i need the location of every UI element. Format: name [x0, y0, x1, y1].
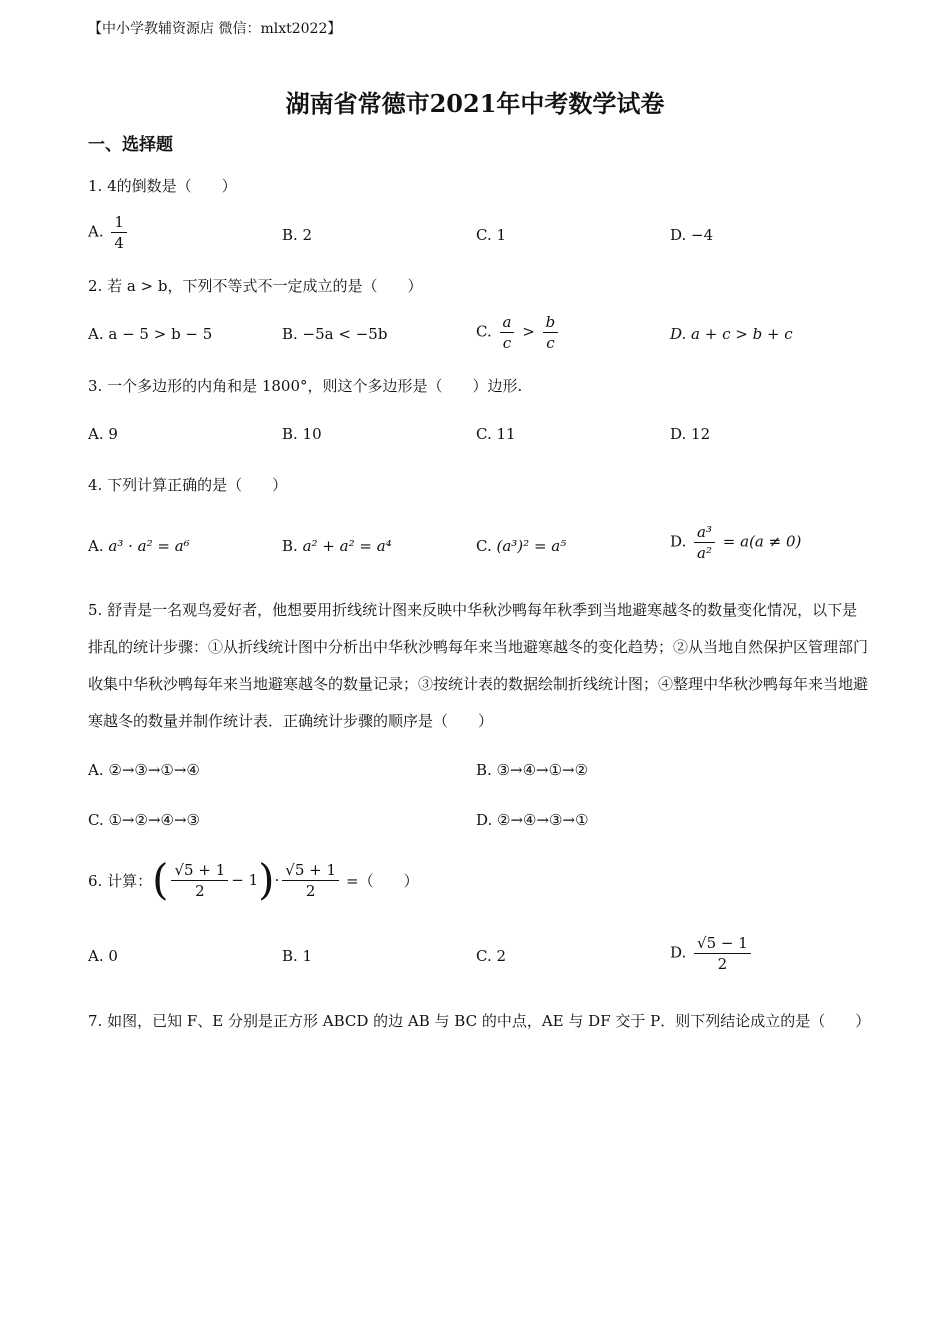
denominator: c — [502, 334, 512, 352]
q2-option-c — [476, 312, 561, 353]
fraction — [694, 522, 715, 563]
question-4: 4. 下列计算正确的是（ ） — [88, 476, 288, 494]
numerator: b — [543, 312, 559, 333]
fraction — [694, 933, 751, 974]
fraction — [111, 212, 127, 253]
numerator: a — [500, 312, 515, 333]
q3-option-d: D. 12 — [670, 425, 711, 443]
expression: a² + a² = a⁴ — [302, 537, 392, 555]
option-label: C. — [476, 322, 492, 341]
denominator: a² — [697, 544, 713, 562]
fraction — [171, 860, 228, 901]
denominator: 2 — [195, 881, 205, 900]
option-label: A. — [88, 222, 104, 241]
dot-operator: · — [274, 871, 280, 889]
option-label: D. — [670, 943, 687, 962]
page-header: 【中小学教辅资源店 微信：mlxt2022】 — [88, 21, 342, 37]
question-1: 1. 4的倒数是（ ） — [88, 177, 237, 195]
question-7: 7. 如图，已知 F、E 分别是正方形 ABCD 的边 AB 与 BC 的中点，AE 与 DF 交于 P．则下列结论成立的是（ ） — [88, 1012, 871, 1030]
q5-option-b: B. ③→④→①→② — [476, 761, 589, 779]
q2-option-d: D. a + c > b + c — [670, 325, 793, 343]
question-3: 3. 一个多边形的内角和是 1800°，则这个多边形是（ ）边形. — [88, 377, 523, 395]
minus-one: − 1 — [231, 871, 259, 889]
fraction-b-over-c — [543, 312, 559, 353]
q1-option-b: B. 2 — [282, 226, 313, 244]
q5-option-a: A. ②→③→①→④ — [88, 761, 200, 779]
q3-option-a: A. 9 — [88, 425, 118, 443]
numerator: √5 − 1 — [694, 933, 751, 954]
q1-option-a — [88, 212, 130, 253]
equals-blank: =（ ） — [346, 871, 419, 890]
option-label: A. — [88, 537, 104, 555]
q4-option-d — [670, 522, 801, 563]
q6-option-a: A. 0 — [88, 947, 118, 965]
q4-option-b — [282, 537, 392, 555]
q5-option-d: D. ②→④→③→① — [476, 811, 589, 829]
question-6 — [88, 850, 419, 910]
q1-option-d: D. −4 — [670, 226, 714, 244]
expression: a³ · a² = a⁶ — [108, 537, 190, 555]
denominator: 4 — [114, 234, 124, 252]
q4-option-c — [476, 537, 566, 555]
expression: (a³)² = a⁵ — [496, 537, 567, 555]
q3-option-c: C. 11 — [476, 425, 516, 443]
q6-option-d — [670, 933, 754, 974]
q5-option-c: C. ①→②→④→③ — [88, 811, 200, 829]
fraction-a-over-c — [500, 312, 515, 353]
option-label: C. — [476, 537, 492, 555]
fraction — [282, 860, 339, 901]
question-2: 2. 若 a > b，下列不等式不一定成立的是（ ） — [88, 277, 423, 295]
operator: > — [522, 322, 535, 341]
q3-option-b: B. 10 — [282, 425, 322, 443]
page-title: 湖南省常德市2021年中考数学试卷 — [285, 89, 665, 118]
option-label: D. — [670, 532, 687, 551]
denominator: 2 — [305, 881, 316, 900]
q4-option-a — [88, 537, 190, 555]
q6-option-b: B. 1 — [282, 947, 313, 965]
q1-option-c: C. 1 — [476, 226, 507, 244]
q2-option-a: A. a − 5 > b − 5 — [88, 325, 213, 343]
right-paren: ) — [258, 855, 275, 904]
q2-option-b: B. −5a < −5b — [282, 325, 388, 343]
denominator: c — [546, 334, 555, 352]
expression: = a(a ≠ 0) — [722, 532, 802, 551]
numerator: √5 + 1 — [171, 860, 228, 881]
option-label: B. — [282, 537, 298, 555]
left-paren: ( — [152, 855, 169, 904]
section-heading: 一、选择题 — [88, 135, 173, 155]
numerator: a³ — [694, 522, 715, 543]
denominator: 2 — [717, 955, 728, 973]
q6-option-c: C. 2 — [476, 947, 507, 965]
numerator: 1 — [111, 212, 127, 233]
question-label: 6. 计算： — [88, 871, 153, 890]
numerator: √5 + 1 — [282, 860, 339, 881]
question-5: 5. 舒青是一名观鸟爱好者，他想要用折线统计图来反映中华秋沙鸭每年秋季到当地避寒越冬的数量变化情况，以下是排乱的统计步骤：①从折线统计图中分析出中华秋沙鸭每年来当地避寒越冬的变化趋势；②从当地自然保护区管理部门收集中华秋沙鸭每年来当地避寒越冬的数量记录；③按统计表的数据绘制折线统计图；④整理中华秋沙鸭每年来当地避寒越冬的数量并制作统计表．正确统计步骤的顺序是（ ） — [88, 601, 869, 730]
